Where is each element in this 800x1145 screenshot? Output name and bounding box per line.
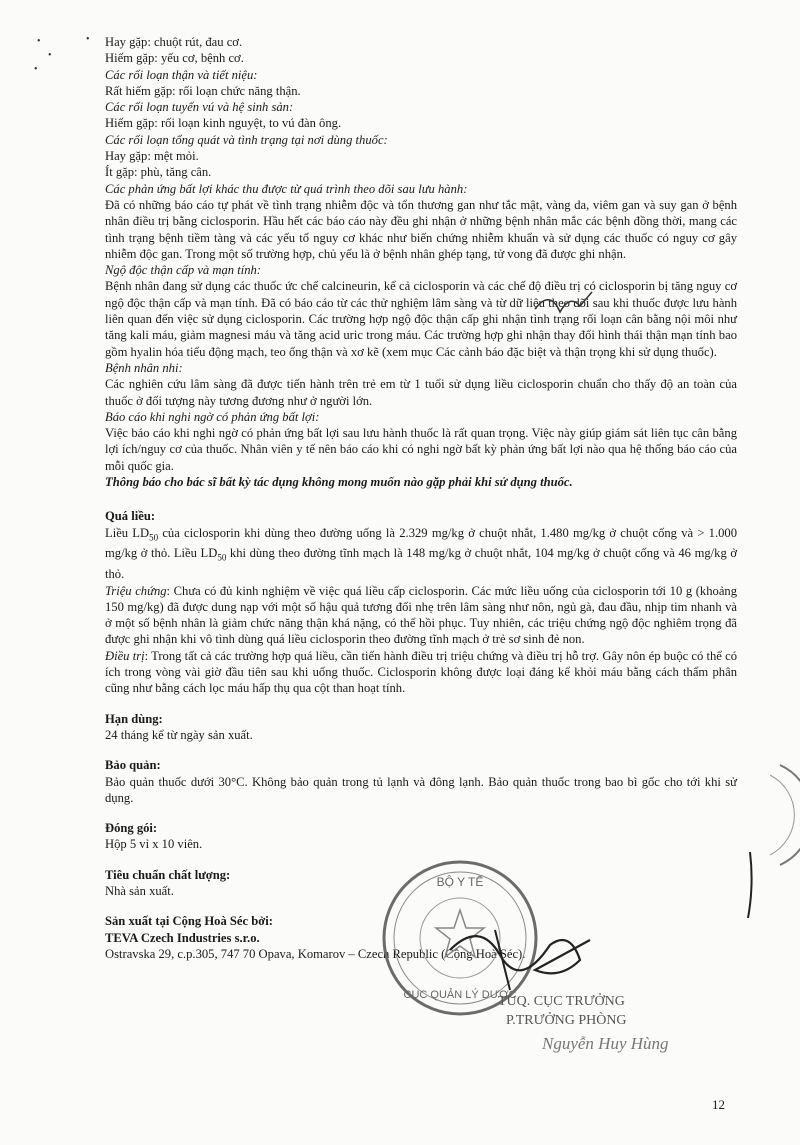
overdose-ld50-paragraph: Liều $LD_{50}$ của ciclosporin khi dùng theo đường uống là 2.329 mg/kg ở chuột nhắt, 1.480 mg/kg ở chuột cống và > 1.000 mg/kg ở thỏ. Liều $LD_{50}$ khi dùng theo đường tĩnh mạch là 148 mg/kg ở chuột nhắt, 104 mg/kg ở chuột cống và 46 mg/kg ở thỏ. bbox=[105, 525, 738, 582]
svg-text:CỤC QUẢN LÝ DƯỢC: CỤC QUẢN LÝ DƯỢC bbox=[403, 989, 517, 1001]
subsection-heading: Các phản ứng bất lợi khác thu được từ quá trình theo dõi sau lưu hành: bbox=[105, 181, 468, 196]
manufacturer-address: Ostravska 29, c.p.305, 747 70 Opava, Komarov – Czech Republic (Cộng Hoà Séc). bbox=[105, 946, 526, 961]
document-page: • • • • Hay gặp: chuột rút, đau cơ. Hiếm gặp: yếu cơ, bệnh cơ. Các rối loạn thận và tiết niệu: Rất hiếm gặp: rối loạn chức năng thận. Các rối loạn tuyến vú và hệ sinh sản: Hiếm gặp: rối loạn kinh nguyệt, to vú đàn ông. Các rối loạn tổng quát và tình trạng tại nơi dùng thuốc: Hay gặp: mệt mỏi. Ít gặp: phù, tăng cân. Các phản ứng bất lợi khác thu được từ quá trình theo dõi sau lưu hành: Đã có những báo cáo tự phát về tình trạng nhiễm độc và tổn thương gan như tắc mật, vàng da, viêm gan và suy gan ở bệnh nhân điều trị bằng ciclosporin. Hầu hết các báo cáo này đều ghi nhận ở những bệnh nhân mắc các bệnh đồng thời, mang các tình trạng bệnh tiềm tàng và các yếu tố nguy cơ khác như biến chứng nhiễm khuẩn và sử dụng các thuốc có nguy cơ gây nhiễm độc gan. Trong một số trường hợp, chủ yếu là ở bệnh nhân ghép tạng, tử vong đã được ghi nhận. Ngộ độc thận cấp và mạn tính: Bệnh nhân đang sử dụng các thuốc ức chế calcineurin, kể cả ciclosporin và các chế độ điều trị có ciclosporin bị tăng nguy cơ ngộ độc thận cấp và mạn tính. Đã có báo cáo từ các thử nghiệm lâm sàng và từ dữ liệu theo dõi sau khi thuốc được lưu hành liên quan đến việc sử dụng ciclosporin. Các trường hợp ngộ độc thận cấp ghi nhận tình trạng rối loạn cân bằng nội môi như tăng kali máu, giảm magnesi máu và tăng acid uric trong máu. Các trường hợp ghi nhận thay đổi hình thái thận mạn tính bao gồm hyalin hóa tiểu động mạch, teo ống thận và xơ kẽ (xem mục Các cảnh báo đặc biệt và thận trọng khi sử dụng thuốc). Bệnh nhân nhi: Các nghiên cứu lâm sàng đã được tiến hành trên trẻ em từ 1 tuổi sử dụng liều ciclosporin chuẩn cho thấy độ an toàn của thuốc ở đối tượng này tương đương như ở người lớn. Báo cáo khi nghi ngờ có phản ứng bất lợi: Việc báo cáo khi nghi ngờ có phản ứng bất lợi sau lưu hành thuốc là rất quan trọng. Việc này giúp giám sát liên tục cân bằng lợi ích/nguy cơ của thuốc. Nhân viên y tế nên báo cáo khi có nghi ngờ bất kỳ phản ứng bất lợi nào qua hệ thống báo cáo của mỗi quốc gia. Thông báo cho bác sĩ bất kỳ tác dụng không mong muốn nào gặp phải khi sử dụng thuốc. Quá liều: Liều $LD_{50}$ của ciclosporin khi dùng theo đường uống là 2.329 mg/kg ở chuột nhắt, 1.480 mg/kg ở chuột cống và > 1.000 mg/kg ở thỏ. Liều $LD_{50}$ khi dùng theo đường tĩnh mạch là 148 mg/kg ở chuột nhắt, 104 mg/kg ở chuột cống và 46 mg/kg ở thỏ. Triệu chứng: Chưa có đủ kinh nghiệm về việc quá liều cấp ciclosporin. Các mức liều uống của ciclosporin tới 10 g (khoảng 150 mg/kg) đã được dung nạp với một số hậu quả tương đối nhẹ trên lâm sàng như nôn, ngủ gà, đau đầu, nhịp tim nhanh và ở một số bệnh nhân là giảm chức năng thận khá nặng, có thể hồi phục. Tuy nhiên, các triệu chứng ngộ độc nghiêm trọng đã được ghi nhận khi vô tình dùng quá liều ciclosporin theo đường tĩnh mạch ở trẻ sơ sinh đẻ non. Điều trị: Trong tất cả các trường hợp quá liều, cần tiến hành điều trị triệu chứng và điều trị hỗ trợ. Gây nôn ép buộc có thể có ích trong vòng vài giờ đầu tiên sau khi uống thuốc. Ciclosporin không được loại đáng kể khỏi máu bằng cách thẩm phân cũng như bằng cách lọc máu hấp thụ qua cột than hoạt tính. Hạn dùng: 24 tháng kể từ ngày sản xuất. Bảo quản: Bảo quản thuốc dưới 30°C. Không bảo quản trong tủ lạnh và đông lạnh. Bảo quản thuốc trong bao bì gốc cho tới khi sử dụng. Đóng gói: Hộp 5 vỉ x 10 viên. Tiêu chuẩn chất lượng: Nhà sản xuất. Sản xuất tại Cộng Hoà Séc bởi: TEVA Czech Industries s.r.o. Ostravska 29, c.p.305, 747 70 Opava, Komarov – Czech Republic (Cộng Hoà Séc). BỘ Y TẾ CỤC QUẢN LÝ DƯỢC TUQ. CỤC TRƯỞNG P.TRƯỞNG PHÒNG Nguyễn Huy Hùng 12 bbox=[0, 0, 800, 1145]
paragraph: Ít gặp: phù, tăng cân. bbox=[105, 165, 212, 180]
overdose-symptoms-paragraph: Triệu chứng: Chưa có đủ kinh nghiệm về việc quá liều cấp ciclosporin. Các mức liều uống của ciclosporin tới 10 g (khoảng 150 mg/kg) đã được dung nạp với một số hậu quả tương đối nhẹ trên lâm sàng như nôn, ngủ gà, đau đầu, nhịp tim nhanh và ở một số bệnh nhân là giảm chức năng thận khá nặng, có thể hồi phục. Tuy nhiên, các triệu chứng ngộ độc nghiêm trọng đã được ghi nhận khi vô tình dùng quá liều ciclosporin theo đường tĩnh mạch ở trẻ sơ sinh đẻ non. bbox=[105, 583, 738, 647]
section-heading: Bảo quản: bbox=[105, 758, 161, 773]
adverse-effects-section bbox=[105, 34, 737, 490]
subsection-heading: Các rối loạn tổng quát và tình trạng tại nơi dùng thuốc: bbox=[105, 132, 388, 147]
paragraph: Rất hiếm gặp: rối loạn chức năng thận. bbox=[105, 83, 301, 98]
paragraph: Hiếm gặp: yếu cơ, bệnh cơ. bbox=[105, 51, 244, 66]
paragraph: Đã có những báo cáo tự phát về tình trạng nhiễm độc và tổn thương gan như tắc mật, vàng da, viêm gan và suy gan ở bệnh nhân điều trị bằng ciclosporin. Hầu hết các báo cáo này đều ghi nhận ở những bệnh nhân mắc các bệnh đồng thời, mang các tình trạng bệnh tiềm tàng và các yếu tố nguy cơ khác như biến chứng nhiễm khuẩn và sử dụng các thuốc có nguy cơ gây nhiễm độc gan. Trong một số trường hợp, chủ yếu là ở bệnh nhân ghép tạng, tử vong đã được ghi nhận. bbox=[105, 197, 737, 261]
subsection-heading: Ngộ độc thận cấp và mạn tính: bbox=[105, 263, 262, 278]
notice-text: Thông báo cho bác sĩ bất kỳ tác dụng không mong muốn nào gặp phải khi sử dụng thuốc. bbox=[105, 475, 573, 490]
paragraph: Hay gặp: mệt mỏi. bbox=[105, 149, 199, 164]
paragraph: Hiếm gặp: rối loạn kinh nguyệt, to vú đàn ông. bbox=[105, 116, 342, 131]
paragraph: Bệnh nhân đang sử dụng các thuốc ức chế calcineurin, kể cả ciclosporin và các chế độ điều trị có ciclosporin bị tăng nguy cơ ngộ độc thận cấp và mạn tính. Đã có báo cáo từ các thử nghiệm lâm sàng và từ dữ liệu theo dõi sau khi thuốc được lưu hành liên quan đến việc sử dụng ciclosporin. Các trường hợp ngộ độc thận cấp ghi nhận tình trạng rối loạn cân bằng nội môi như tăng kali máu, giảm magnesi máu và tăng acid uric trong máu. Các trường hợp ghi nhận thay đổi hình thái thận mạn tính bao gồm hyalin hóa tiểu động mạch, teo ống thận và xơ kẽ (xem mục Các cảnh báo đặc biệt và thận trọng khi sử dụng thuốc). bbox=[105, 279, 737, 359]
page-number: 12 bbox=[712, 1097, 725, 1112]
signature bbox=[440, 910, 620, 1000]
section-heading: Đóng gói: bbox=[105, 821, 158, 836]
section-body: 24 tháng kể từ ngày sản xuất. bbox=[105, 727, 253, 742]
page-edge-mark bbox=[744, 850, 756, 920]
subsection-heading: Báo cáo khi nghi ngờ có phản ứng bất lợi: bbox=[105, 409, 320, 424]
authority-title-2: P.TRƯỞNG PHÒNG bbox=[506, 1013, 627, 1028]
section-body: Hộp 5 vỉ x 10 viên. bbox=[105, 837, 203, 852]
subsection-heading: Các rối loạn thận và tiết niệu: bbox=[105, 67, 258, 82]
subsection-heading: Bệnh nhân nhi: bbox=[105, 360, 183, 375]
overdose-treatment-paragraph: Điều trị: Trong tất cả các trường hợp quá liều, cần tiến hành điều trị triệu chứng và điều trị hỗ trợ. Gây nôn ép buộc có thể có ích trong vòng vài giờ đầu tiên sau khi uống thuốc. Ciclosporin không được loại đáng kể khỏi máu bằng cách thẩm phân cũng như bằng cách lọc máu hấp thụ qua cột than hoạt tính. bbox=[105, 648, 737, 696]
authority-title-1: TUQ. CỤC TRƯỞNG bbox=[498, 994, 625, 1009]
document-body bbox=[105, 34, 737, 962]
section-body: Nhà sản xuất. bbox=[105, 883, 174, 898]
signer-name: Nguyễn Huy Hùng bbox=[542, 1034, 669, 1053]
svg-text:BỘ Y TẾ: BỘ Y TẾ bbox=[436, 875, 484, 889]
section-heading: Hạn dùng: bbox=[105, 711, 163, 726]
paragraph: Việc báo cáo khi nghi ngờ có phản ứng bất lợi sau lưu hành thuốc là rất quan trọng. Việc này giúp giám sát liên tục cân bằng lợi ích/nguy cơ của thuốc. Nhân viên y tế nên báo cáo khi có nghi ngờ bất kỳ phản ứng bất lợi nào qua hệ thống báo cáo của mỗi quốc gia. bbox=[105, 426, 737, 473]
paragraph: Các nghiên cứu lâm sàng đã được tiến hành trên trẻ em từ 1 tuổi sử dụng liều ciclosporin chuẩn cho thấy độ an toàn của thuốc ở đối tượng này tương đương như ở người lớn. bbox=[105, 377, 737, 408]
manufacturer-heading: Sản xuất tại Cộng Hoà Séc bởi: bbox=[105, 914, 273, 929]
initial-mark bbox=[530, 284, 600, 324]
overdose-heading: Quá liều: bbox=[105, 509, 156, 524]
subsection-heading: Các rối loạn tuyến vú và hệ sinh sản: bbox=[105, 100, 294, 115]
section-heading: Tiêu chuẩn chất lượng: bbox=[105, 867, 231, 882]
section-body: Bảo quản thuốc dưới 30°C. Không bảo quản trong tủ lạnh và đông lạnh. Bảo quản thuốc trong bao bì gốc cho tới khi sử dụng. bbox=[105, 774, 737, 805]
manufacturer-name: TEVA Czech Industries s.r.o. bbox=[105, 930, 260, 945]
paragraph: Hay gặp: chuột rút, đau cơ. bbox=[105, 35, 243, 49]
